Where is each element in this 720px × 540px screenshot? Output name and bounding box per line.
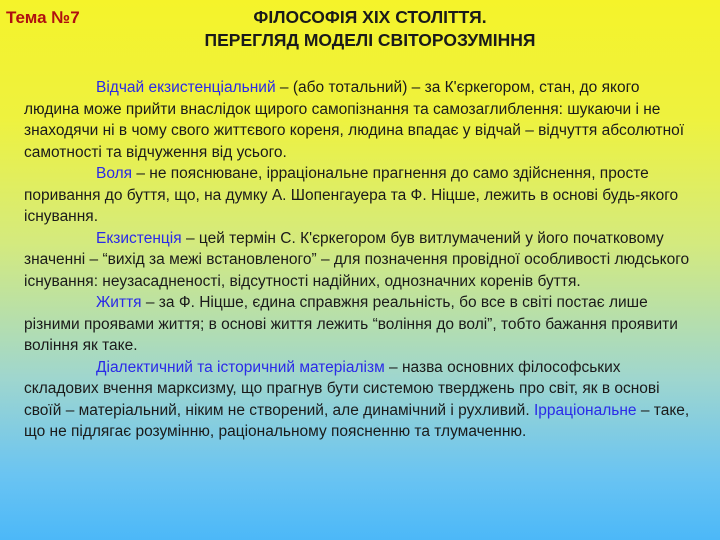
definition-term: Екзистенція — [96, 229, 182, 247]
definition-paragraph — [24, 357, 696, 443]
definition-text: – назва основних філософських складових вчення марксизму, що прагнув бути системою тверджень про світ, як в основі своїй – матеріальний, ніким не створений, але динамічний і рухливий. — [24, 358, 660, 419]
definition-paragraph — [24, 292, 696, 357]
definitions-body — [24, 77, 696, 443]
definition-term: Ірраціональне — [533, 401, 637, 419]
title-line-2: ПЕРЕГЛЯД МОДЕЛІ СВІТОРОЗУМІННЯ — [204, 30, 536, 50]
title-line-1: ФІЛОСОФІЯ ХІХ СТОЛІТТЯ. — [253, 7, 487, 27]
definition-term: Життя — [96, 294, 142, 311]
definition-term: Діалектичний та історичний матеріалізм — [96, 358, 385, 376]
definition-term: Воля — [96, 165, 133, 182]
topic-label: Тема №7 — [6, 8, 80, 27]
definition-text: – цей термін С. К'єркегором був витлумачений у його початковому значенні – “вихід за межі встановленого” – для позначення провідної особливості людського існування: неузасадненості, відсутності надійних, однозначних коренів буття. — [24, 229, 690, 290]
definition-text: – не пояснюване, ірраціональне прагнення до само здійснення, просте поривання до буття, що, на думку А. Шопенгауера та Ф. Ніцше, лежить в основі будь-якого існування. — [24, 165, 679, 225]
definition-text: – за Ф. Ніцше, єдина справжня реальність, бо все в світі постає лише різними проявами життя; в основі життя лежить “воління до волі”, тобто бажання проявити воління як таке. — [24, 294, 678, 354]
definition-text: – (або тотальний) – за К'єркегором, стан, до якого людина може прийти внаслідок щирого самопізнання та самозаглиблення: шукаючи і не знаходячи ні в чому свого життєвого кореня, людина впадає у відчай – відчуття абсолютної самотності та відчуження від усього. — [24, 79, 685, 161]
definition-paragraph — [24, 163, 696, 228]
definition-paragraph — [24, 77, 696, 163]
definition-paragraph — [24, 228, 696, 293]
page-title — [120, 6, 620, 52]
definition-text: – таке, що не підлягає розумінню, раціональному поясненню та тлумаченню. — [24, 401, 690, 440]
definition-term: Відчай екзистенціальний — [96, 79, 276, 96]
